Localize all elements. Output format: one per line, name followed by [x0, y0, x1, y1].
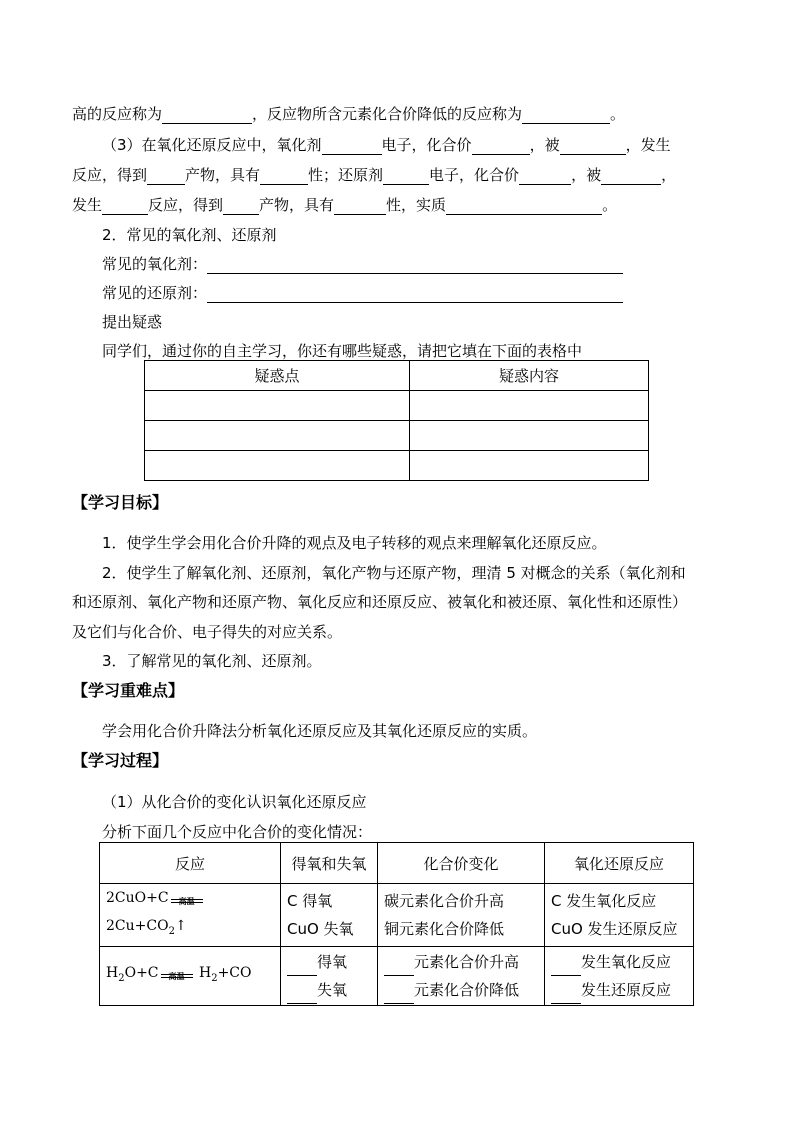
text: 发生	[72, 196, 103, 214]
oxygen-cell-2	[281, 946, 378, 1005]
equation-rhs: +CO	[217, 964, 252, 981]
doubt-cell[interactable]	[410, 421, 649, 451]
fill-line	[287, 948, 371, 976]
blank	[147, 168, 185, 185]
text: 。	[602, 196, 618, 214]
header-doubt-point: 疑惑点	[145, 361, 410, 391]
valence-cell-2	[378, 946, 545, 1005]
table-row	[100, 884, 694, 947]
key-points-heading: 【学习重难点】	[72, 681, 185, 700]
blank	[162, 107, 252, 124]
item-2-title: 2．常见的氧化剂、还原剂	[102, 226, 277, 244]
text: ，	[661, 166, 677, 184]
text: 产物，具有	[259, 196, 335, 214]
doubt-cell[interactable]	[410, 451, 649, 481]
reaction-condition: 高温	[168, 970, 185, 981]
table-row	[100, 946, 694, 1005]
blank[interactable]	[287, 987, 317, 1004]
redox-cell-2	[545, 946, 694, 1005]
reducers-blank	[207, 286, 623, 303]
goal-item-2-line-3: 及它们与化合价、电子得失的对应关系。	[72, 623, 343, 641]
goal-item-1: 1．使学生学会用化合价升降的观点及电子转移的观点来理解氧化还原反应。	[102, 534, 607, 552]
subscript: 2	[168, 925, 175, 937]
equal-sign-icon	[159, 965, 195, 981]
text: CuO 失氧	[287, 919, 354, 938]
text: （3）在氧化还原反应中，氧化剂	[102, 136, 322, 154]
subscript: 2	[211, 972, 218, 984]
oxidizers-row	[102, 254, 623, 274]
fill-line	[551, 948, 687, 976]
equation-lhs: H	[106, 964, 119, 981]
text: 元素化合价升高	[414, 952, 520, 971]
text: ，发生	[625, 136, 671, 154]
blank	[334, 198, 386, 215]
blank	[102, 198, 148, 215]
fill-line	[287, 976, 371, 1004]
text: 铜元素化合价降低	[384, 919, 505, 938]
goal-item-3: 3．了解常见的氧化剂、还原剂。	[102, 652, 322, 670]
table-row	[145, 361, 649, 391]
process-prompt: 分析下面几个反应中化合价的变化情况：	[102, 823, 373, 841]
blank	[601, 168, 661, 185]
text: 元素化合价降低	[414, 980, 520, 999]
text: 碳元素化合价升高	[384, 891, 505, 910]
goal-item-2-line-2: 和还原剂、氧化产物和还原产物、氧化反应和还原反应、被氧化和被还原、氧化性和还原性）	[72, 593, 688, 611]
text: ，被	[529, 136, 560, 154]
oxidizers-blank	[207, 257, 623, 274]
doubt-cell[interactable]	[145, 391, 410, 421]
questions-title: 提出疑惑	[102, 313, 163, 331]
table-row	[145, 391, 649, 421]
doubt-cell[interactable]	[145, 451, 410, 481]
intro-line-1	[72, 104, 625, 124]
text: 反应，得到	[148, 196, 224, 214]
blank[interactable]	[551, 959, 581, 976]
text: 电子，化合价	[381, 136, 472, 154]
key-points-text: 学会用化合价升降法分析氧化还原反应及其氧化还原反应的实质。	[102, 722, 538, 740]
text: 产物，具有	[185, 166, 261, 184]
doubt-cell[interactable]	[145, 421, 410, 451]
text: 发生氧化反应	[581, 952, 672, 971]
redox-cell-1	[545, 884, 694, 947]
header-redox: 氧化还原反应	[545, 843, 694, 884]
header-oxygen: 得氧和失氧	[281, 843, 378, 884]
text: ，反应物所含元素化合价降低的反应称为	[252, 105, 523, 123]
questions-prompt: 同学们，通过你的自主学习，你还有哪些疑惑，请把它填在下面的表格中	[102, 342, 583, 360]
text: C 得氧	[287, 891, 333, 910]
goal-item-2-line-1: 2．使学生了解氧化剂、还原剂，氧化产物与还原产物，理清 5 对概念的关系（氧化剂和	[102, 564, 686, 582]
equation-lhs: O+C	[124, 964, 159, 981]
reaction-table	[99, 842, 694, 1006]
text: C 发生氧化反应	[551, 891, 657, 910]
blank	[446, 198, 602, 215]
p3-line-1	[102, 135, 671, 155]
blank	[519, 168, 571, 185]
fill-line	[551, 976, 687, 1004]
process-sub-1: （1）从化合价的变化认识氧化还原反应	[102, 793, 367, 811]
oxidizers-label: 常见的氧化剂：	[102, 255, 208, 273]
reducers-row	[102, 283, 623, 303]
text: 电子，化合价	[429, 166, 520, 184]
reducers-label: 常见的还原剂：	[102, 284, 208, 302]
process-heading: 【学习过程】	[72, 751, 169, 770]
table-row	[100, 843, 694, 884]
text: 发生还原反应	[581, 980, 672, 999]
blank	[522, 107, 610, 124]
text: ，被	[571, 166, 602, 184]
text: 得氧	[317, 952, 348, 971]
text: 性；还原剂	[308, 166, 384, 184]
header-reaction: 反应	[100, 843, 281, 884]
fill-line	[384, 948, 538, 976]
blank	[472, 138, 530, 155]
gas-arrow-icon: ↑	[174, 918, 187, 934]
blank[interactable]	[384, 987, 414, 1004]
valence-cell-1	[378, 884, 545, 947]
reaction-equation-1	[100, 884, 281, 947]
text: 高的反应称为	[72, 105, 163, 123]
blank	[322, 138, 382, 155]
doubt-cell[interactable]	[410, 391, 649, 421]
doubt-table	[144, 360, 649, 481]
equal-sign-icon	[169, 890, 205, 906]
oxygen-cell-1	[281, 884, 378, 947]
goals-heading: 【学习目标】	[72, 493, 169, 512]
blank	[223, 198, 259, 215]
equation-lhs: 2CuO+C	[106, 890, 169, 906]
reaction-equation-2	[100, 946, 281, 1005]
table-row	[145, 421, 649, 451]
text: 。	[610, 105, 626, 123]
reaction-condition: 高温	[178, 896, 195, 906]
blank[interactable]	[551, 987, 581, 1004]
text: 性，实质	[386, 196, 447, 214]
text: CuO 发生还原反应	[551, 919, 678, 938]
p3-line-3	[72, 195, 617, 215]
header-doubt-content: 疑惑内容	[410, 361, 649, 391]
fill-line	[384, 976, 538, 1004]
blank[interactable]	[287, 959, 317, 976]
text: 失氧	[317, 980, 348, 999]
p3-line-2	[72, 165, 676, 185]
blank	[260, 168, 308, 185]
blank	[560, 138, 626, 155]
header-valence: 化合价变化	[378, 843, 545, 884]
table-row	[145, 451, 649, 481]
equation-rhs: H	[194, 964, 212, 981]
subscript: 2	[118, 972, 125, 984]
equation-rhs: 2Cu+CO	[106, 918, 169, 934]
text: 反应，得到	[72, 166, 148, 184]
blank	[383, 168, 429, 185]
blank[interactable]	[384, 959, 414, 976]
